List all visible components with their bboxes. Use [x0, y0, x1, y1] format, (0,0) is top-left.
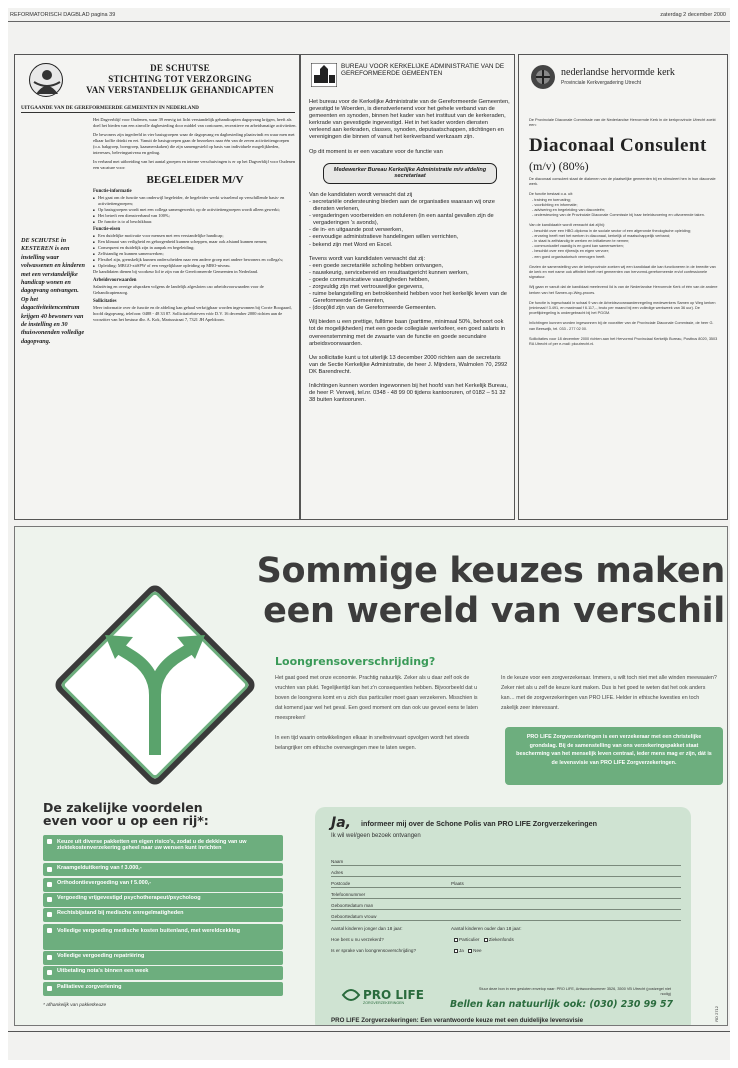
bka-p3-lead: Van de kandidaten wordt verwacht dat zij: [309, 191, 413, 198]
schutse-title-line: DE SCHUTSE: [150, 63, 210, 73]
list-item: ■ De functie is to al beschikbaar.: [93, 219, 297, 225]
nhk-p4: De functie is ingeschaald in schaal 9 van de Arbeidsvoorwaardenregeling medewerkers Samen op Weg kerken (minimaal f 3.491, en maximaal f 6.117,-, bruto per maand bij een volledige werkweek van 36 uur). De proeftijdregeling is ondergebracht bij het PGGM.: [529, 300, 716, 316]
benefits-heading-line: De zakelijke voordelen: [43, 800, 203, 815]
footer-rule: [8, 1031, 730, 1037]
nhk-reqs-lead: Van de kandidaat/e wordt verwacht dat zij/hij:: [529, 223, 605, 228]
benefit-item: Uitbetaling nota's binnen een week: [43, 966, 283, 980]
schutse-intro-3: In verband met uitbreiding van het aantal groepen en interne verschuivingen is er op het Dagverblijf voor Oudenen een vacature voor:: [93, 159, 296, 170]
road-sign-icon: [45, 575, 265, 795]
nhk-tasks: [529, 192, 719, 218]
nhk-province: Provinciale Kerkvergadering Utrecht: [561, 80, 642, 86]
schutse-vacancy-title: BEGELEIDER M/V: [146, 174, 244, 186]
paper-name: REFORMATORISCH DAGBLAD pagina 39: [10, 12, 116, 18]
ziekenfonds-checkbox[interactable]: [484, 938, 488, 942]
field-label: Telefoonnummer: [331, 892, 366, 897]
schutse-title-line: STICHTING TOT VERZORGING: [108, 74, 252, 84]
benefit-item: Palliatieve zorgverlening: [43, 982, 283, 996]
name-field[interactable]: [331, 855, 681, 866]
insured-options: [451, 937, 514, 942]
bka-ad: [300, 54, 515, 520]
nhk-emblem-icon: [531, 65, 555, 89]
limit-options: [451, 948, 482, 953]
field-label: Postcode: [331, 881, 351, 886]
schutse-body: [93, 117, 297, 326]
nhk-p6: Sollicitaties voor 18 december 2000 richten aan het Hervormd Provinciaal Kerkelijk Bureau, Postbus 8020, 3503 RA Utrecht of per e-mail: pkcutrecht.nl.: [529, 336, 718, 347]
schutse-title: [65, 63, 295, 96]
ad-text-left: [275, 673, 485, 753]
schutse-eisen-list: [93, 233, 297, 269]
list-item: - ervaring heeft met het werken in diaconaal, kerkelijk of maatschappelijk verband;: [532, 233, 671, 238]
list-item: - voorlichting en informatie;: [532, 202, 578, 207]
schutse-intro-2: De bewoners zijn ingedeeld in vier basisgroepen waar de dagopvang en dagbesteding plaatsvindt en waar men met elkaar koffie drinkt en eet. Vanuit de basisgroepen gaan de bezoekers naar één van de zeven activiteitengroepen (o.a. bakgroep, boergroep, kaasmerskaken) die zijn samengesteld op basis van individuele mogelijkheden, interesses, belevingsniveau en gedrag.: [93, 132, 295, 155]
page-date: zaterdag 2 december 2000: [660, 12, 726, 18]
list-item: - in staat is zelfstandig te werken en initiatieven te nemen;: [532, 239, 630, 244]
benefits-list: [43, 835, 283, 997]
ad-headline-line: een wereld van verschil: [263, 591, 725, 631]
nhk-p2: Gezien de samenstelling van de kerkprovincie zoeken wij een kandidaat die kan functioneren in de breedte van de kerk en met name ook affiniteit heeft met gemeenten van hervormd-gereformeerde en/of confessionele signatuur.: [529, 264, 716, 280]
insured-row: [331, 932, 681, 943]
list-item: - ruime belangstelling en betrokkenheid hebben voor het kerkelijk leven van de Gereformeerde Gemeenten,: [309, 291, 507, 305]
list-item: - vergaderingen voorbereiden en notuleren (in een aantal gevallen zijn de vergaderingen 's avonds),: [309, 213, 494, 227]
limit-label: Is er sprake van loongrensoverschrijding?: [331, 948, 417, 953]
phone-field[interactable]: [331, 888, 681, 899]
nhk-tasks-lead: De functie bestaat o.a. uit:: [529, 192, 574, 197]
benefit-item: Orthodontievergoeding van f 5.000,-: [43, 878, 283, 892]
bka-p2: Op dit moment is er een vacature voor de functie van: [309, 148, 443, 155]
list-item: - beschikt over een rijbewijs en eigen vervoer;: [532, 249, 610, 254]
list-item: - bekend zijn met Word en Excel.: [309, 241, 393, 248]
coupon-title: informeer mij over de Schone Polis van PRO LIFE Zorgverzekeringen: [361, 819, 598, 828]
children-old-label: Aantal kinderen ouder dan 18 jaar:: [451, 926, 522, 931]
list-item: - training en toerusting;: [532, 197, 571, 202]
prolife-tagline: PRO LIFE Zorgverzekeringen: Een verantwoorde keuze met een duidelijke levensvisie: [331, 1017, 584, 1024]
list-item: - secretariële ondersteuning bieden aan de organisaties waaraan wij onze diensten verlenen,: [309, 198, 495, 213]
address-field[interactable]: [331, 866, 681, 877]
list-item: ■ Op basisgroepen wordt met een collega samengewerkt; op de activiteitengroepen wordt alleen gewerkt;: [93, 207, 297, 213]
list-item: - een goed organisatorisch vermogen heeft.: [532, 254, 606, 259]
reply-coupon: [315, 807, 691, 1026]
list-item: - zorgvuldig zijn met vertrouwelijke gegevens,: [309, 283, 424, 290]
nhk-p5: Inlichtingen kunnen worden ingewonnen bij de voorzitter van de Provinciale Diaconale Commissie, de heer G. van Beeswijk, tel. 033 - 277 02 00.: [529, 321, 714, 331]
ad-headline-line: Sommige keuzes maken: [256, 551, 725, 591]
ziekenfonds-label: Ziekenfonds: [488, 937, 514, 942]
plaats-label: Plaats: [451, 881, 464, 886]
bka-p4: [309, 256, 511, 313]
bka-p7: Inlichtingen kunnen worden ingewonnen bij het hoofd van het Kerkelijk Bureau, de heer P. Verweij, tel.nr. 0348 - 48 99 00 tijdens kantooruren, of 0182 – 51 32 38 buiten kantooruren.: [309, 383, 508, 404]
list-item: ■ Het betreft een dienstverband van 100%;: [93, 213, 297, 219]
nee-label: Nee: [473, 948, 482, 953]
prolife-ad: [14, 526, 728, 1026]
ja-label: Ja: [459, 948, 464, 953]
nhk-p1: De diaconaal consulent staat de diakenen van de plaatselijke gemeenten bij en stimuleert hen in hun diaconale werk.: [529, 177, 716, 187]
phone-number[interactable]: Bellen kan natuurlijk ook: (030) 230 99 57: [449, 999, 673, 1010]
field-label: Adres: [331, 870, 344, 875]
benefit-item: Vergoeding vrijgevestigd psychotherapeut/psycholoog: [43, 893, 283, 907]
return-instructions: Stuur deze bon in een gesloten envelop naar: PRO LIFE, Antwoordnummer 3526, 3500 VB Utrecht (postzegel niet nodig): [478, 987, 671, 996]
schutse-side-text: DE SCHUTSE in KESTEREN is een instelling waar volwassenen en kinderen met een verstandelijke handicap wonen en dagopvang ontvangen. Op het dagactiviteitencentrum krijgen 40 bewoners van de instelling en 30 thuiswonenden volledige dagopvang.: [21, 237, 85, 345]
prolife-logo-text: PRO LIFE: [363, 988, 424, 1002]
bka-p3: [309, 192, 511, 249]
newspaper-page: [8, 8, 730, 1060]
postcode-field[interactable]: [331, 877, 681, 888]
bka-p1: Het bureau voor de Kerkelijke Administratie van de Gereformeerde Gemeenten, gevestigd te Woerden, is dienstverlenend voor het gehele verband van de gemeenten en synoden, binnen het kader van het instituut van de kerkeraden, kerkrade van gevestigde ingevestigd. Het in het kader worden diensten verleend aan kerkraden, classes, synoden, deputaatschappen, stichtingen en verenigingen die binnen of vanuit het kerkverband werkzaam zijn.: [309, 99, 510, 141]
schutse-eisen-heading: Functie-eisen: [93, 227, 121, 232]
children-row[interactable]: [331, 921, 681, 932]
schutse-ad: [14, 54, 300, 520]
particulier-label: Particulier: [459, 937, 480, 942]
field-label: Naam: [331, 859, 344, 864]
benefit-item: Kraamgelduitkering van f 3.000,-: [43, 863, 283, 877]
bka-p4-lead: Tevens wordt van kandidaten verwacht dat zij:: [309, 255, 426, 262]
ad-code: RD 2712: [714, 1006, 719, 1022]
ad-text-left-p1: Het gaat goed met onze economie. Prachtig natuurlijk. Zeker als u daar zelf ook de vruchten van plukt. Tegelijkertijd kan het z'n consequenties hebben. Bijvoorbeeld dat u boven de loongrens komt en u zich dus particulier moet gaan verzekeren. Misschien is dat komend jaar wel het geval. Een goed moment om dan ook uw gevoel eens te laten meespreken!: [275, 675, 478, 721]
children-young-label: Aantal kinderen jonger dan 18 jaar:: [331, 926, 403, 931]
list-item: - ondersteuning van de Provinciale Diaconale Commissie bij haar beleidsvoering en uitvoerende taken.: [532, 213, 705, 218]
benefits-heading-line: even voor u op een rij*:: [43, 813, 209, 828]
insured-label: Hoe bent u nu verzekerd?: [331, 937, 384, 942]
bka-vacancy-box: Medewerker Bureau Kerkelijke Administratie m/v afdeling secretariaat: [323, 163, 497, 184]
nhk-ad: [518, 54, 728, 520]
nhk-intro: De Provinciale Diaconale Commissie van de Nederlandse Hervormde Kerk in de kerkprovincie Utrecht zoekt een:: [529, 117, 716, 127]
benefit-item: Keuze uit diverse pakketten en eigen risico's, zodat u de dekking van uw ziektekostenverzekering geheel naar uw wensen kunt inrichten: [43, 835, 283, 861]
schutse-arb-text: Salariëring en overige afspraken volgens de landelijk afgesloten cao arbeidsvoorwaarden voor de Gehandicaptenzorg.: [93, 284, 264, 295]
list-item: - advisering en begeleiding van diaconieën;: [532, 208, 606, 213]
nhk-org-name: nederlandse hervormde kerk: [561, 67, 675, 78]
list-item: - beschikt over een HBO-diploma in de sociale sector of een afgeronde theologische opleiding;: [532, 228, 691, 233]
bka-title: BUREAU VOOR KERKELIJKE ADMINISTRATIE VAN DE GEREFORMEERDE GEMEENTEN: [341, 63, 505, 78]
ad-mission-box: PRO LIFE Zorgverzekeringen is een verzekeraar met een christelijke grondslag. Bij de samenstelling van ons verzekeringspakket staat bescherming van het menselijk leven centraal, ieder mens mag er zijn, dát is de levensvisie van PRO LIFE Zorgverzekeringen.: [505, 727, 723, 785]
list-item: - eenvoudige administratieve handelingen willen verrichten,: [309, 234, 459, 241]
list-item: - (doop)lid zijn van de Gereformeerde Gemeenten.: [309, 305, 437, 312]
schutse-intro: Het Dagverblijf voor Oudenen, waar 39 eenvig tot licht verstandelijk gehandicapten dagopvang krijgen, heeft als doel het bieden van een zinvolle dagbesteding door middel van contouren, recreatieve en arbeidsmatige activiteiten.: [93, 117, 297, 128]
list-item: ■ Consequent en duidelijk zijn in aanpak en begeleiding;: [93, 245, 297, 251]
schutse-functie-list: [93, 195, 297, 225]
coupon-visit-option[interactable]: Ik wil wel/geen bezoek ontvangen: [331, 833, 421, 839]
list-item: - nauwkeurig, servicebereid en resultaatgericht kunnen werken,: [309, 269, 469, 276]
birthdate-woman-field[interactable]: [331, 910, 681, 921]
limit-row: [331, 943, 681, 954]
nhk-reqs: [529, 223, 719, 259]
benefit-item: Volledige vergoeding medische kosten buitenland, met wereldcekking: [43, 924, 283, 950]
list-item: - de in- en uitgaande post verwerken,: [309, 227, 403, 234]
schutse-arb-heading: Arbeidsvoorwaarden: [93, 278, 137, 283]
schutse-title-line: VAN VERSTANDELIJK GEHANDICAPTEN: [86, 85, 274, 95]
nhk-vacancy-title: Diaconaal Consulent: [529, 135, 707, 156]
ja-checkbox[interactable]: [454, 949, 458, 953]
prolife-logo-sub: ZORGVERZEKERINGEN: [363, 1001, 405, 1005]
bka-p6: Uw sollicitatie kunt u tot uiterlijk 13 december 2000 richten aan de secretaris van de Sectie Kerkelijke Administratie, de heer J. Mijnders, Walmolen 70, 2992 DK Barendrecht.: [309, 354, 508, 375]
ad-text-left-p2: In een tijd waarin ontwikkelingen elkaar in sneltreinvaart opvolgen wordt het steeds belangrijker om ethische overwegingen mee te laten wegen.: [275, 735, 470, 751]
coupon-fields: [331, 855, 681, 954]
page-header: [8, 8, 730, 20]
ad-subhead: Loongrensoverschrijding?: [275, 655, 436, 668]
field-label: Geboortedatum man: [331, 903, 374, 908]
nhk-p3: Wij gaan er vanuit dat de kandidaat meelevend lid is van de Nederlandse Hervormde Kerk of één van de andere kerken van het Samen-op-Weg-proces.: [529, 285, 718, 295]
nee-checkbox[interactable]: [468, 949, 472, 953]
benefits-heading: [43, 801, 283, 827]
list-item: ■ Zelfstandig en kunnen samenwerken;: [93, 251, 297, 257]
bka-body: [309, 99, 511, 411]
list-item: - communicatief vaardig is en goed kan samenwerken;: [532, 244, 624, 249]
header-rule: [8, 21, 730, 22]
prolife-logo: [341, 985, 431, 1005]
ad-text-right: In de keuze voor een zorgverzekeraar. Immers, u wilt toch niet met alle winden meewaaien? Zeker niet als u zelf de keuze kunt maken. Dus is het goed te weten dat het ook anders kan… met de zorgverzekeringen van PRO LIFE. Helder in ethische kwesties en toch zakelijk zeer interessant.: [501, 675, 717, 711]
benefit-item: Volledige vergoeding repatriëring: [43, 951, 283, 965]
coupon-ja: Ja,: [331, 815, 351, 831]
ad-headline: [205, 551, 725, 631]
list-item: ■ Opleiding: MBGO-zitSPW of een vergelijkbare opleiding op MBO-niveau.: [93, 263, 297, 269]
field-label: Geboortedatum vrouw: [331, 914, 377, 919]
schutse-subtitle: UITGAANDE VAN DE GEREFORMEERDE GEMEENTEN IN NEDERLAND: [21, 105, 295, 113]
benefits-footnote: * afhankelijk van pakketkeuze: [43, 1003, 107, 1008]
particulier-checkbox[interactable]: [454, 938, 458, 942]
list-item: ■ Een klimaat van veiligheid en geborgenheid kunnen scheppen, maar ook afstand kunnen nemen;: [93, 239, 297, 245]
schutse-functie-heading: Functie-informatie: [93, 189, 132, 194]
church-logo-icon: [311, 63, 337, 87]
schutse-logo-icon: [29, 63, 63, 97]
schutse-soll-heading: Sollicitaties: [93, 299, 117, 304]
nhk-hours: (m/v) (80%): [529, 159, 589, 173]
birthdate-man-field[interactable]: [331, 899, 681, 910]
benefit-item: Rechtsbijstand bij medische onregelmatigheden: [43, 908, 283, 922]
schutse-soll-text: Meer informatie over de functie en de afdeling kan gehaal verkrijgbaar worden ingewonnen bij Corrie Boogaard, hoofd dagopvang, telefoon: 0488 - 48 33 87. Sollicitatiebrieven vóór D.V. 16 december 2000 richten aan de voorzitter van het bestuur dhr. A. Kok, Mariusstraat 7, 7321 JH Apeldoorn.: [93, 305, 292, 322]
schutse-member-note: De kandidaten dienen bij voorkeur lid te zijn van de Gereformeerde Gemeenten in Nederland.: [93, 269, 259, 274]
list-item: ■ Het gaat om de functie van onderwijl begeleider, de begeleider werkt wisselend op verschillende basis- en activiteitengroepen;: [93, 195, 297, 207]
nhk-body: [529, 177, 719, 352]
list-item: ■ Een duidelijke motivatie voor mensen met een verstandelijke handicap;: [93, 233, 297, 239]
bka-p5: Wij bieden u een prettige, fulltime baan (parttime, minimaal 50%, behoort ook tot de mogelijkheden) met een goede collegiale werksfeer, een goed salaris in overeenstemming met de zwaarte van de functie en goede secundaire arbeidsvoorwaarden.: [309, 319, 506, 347]
list-item: ■ Flexibel zijn, grenskelijk kunnen onderscheiden naar een andere groep met andere bewoners en collega's;: [93, 257, 297, 263]
list-item: - goede communicatieve vaardigheden hebben,: [309, 276, 430, 283]
list-item: - een goede secretariële scholing hebben ontvangen,: [309, 262, 444, 269]
